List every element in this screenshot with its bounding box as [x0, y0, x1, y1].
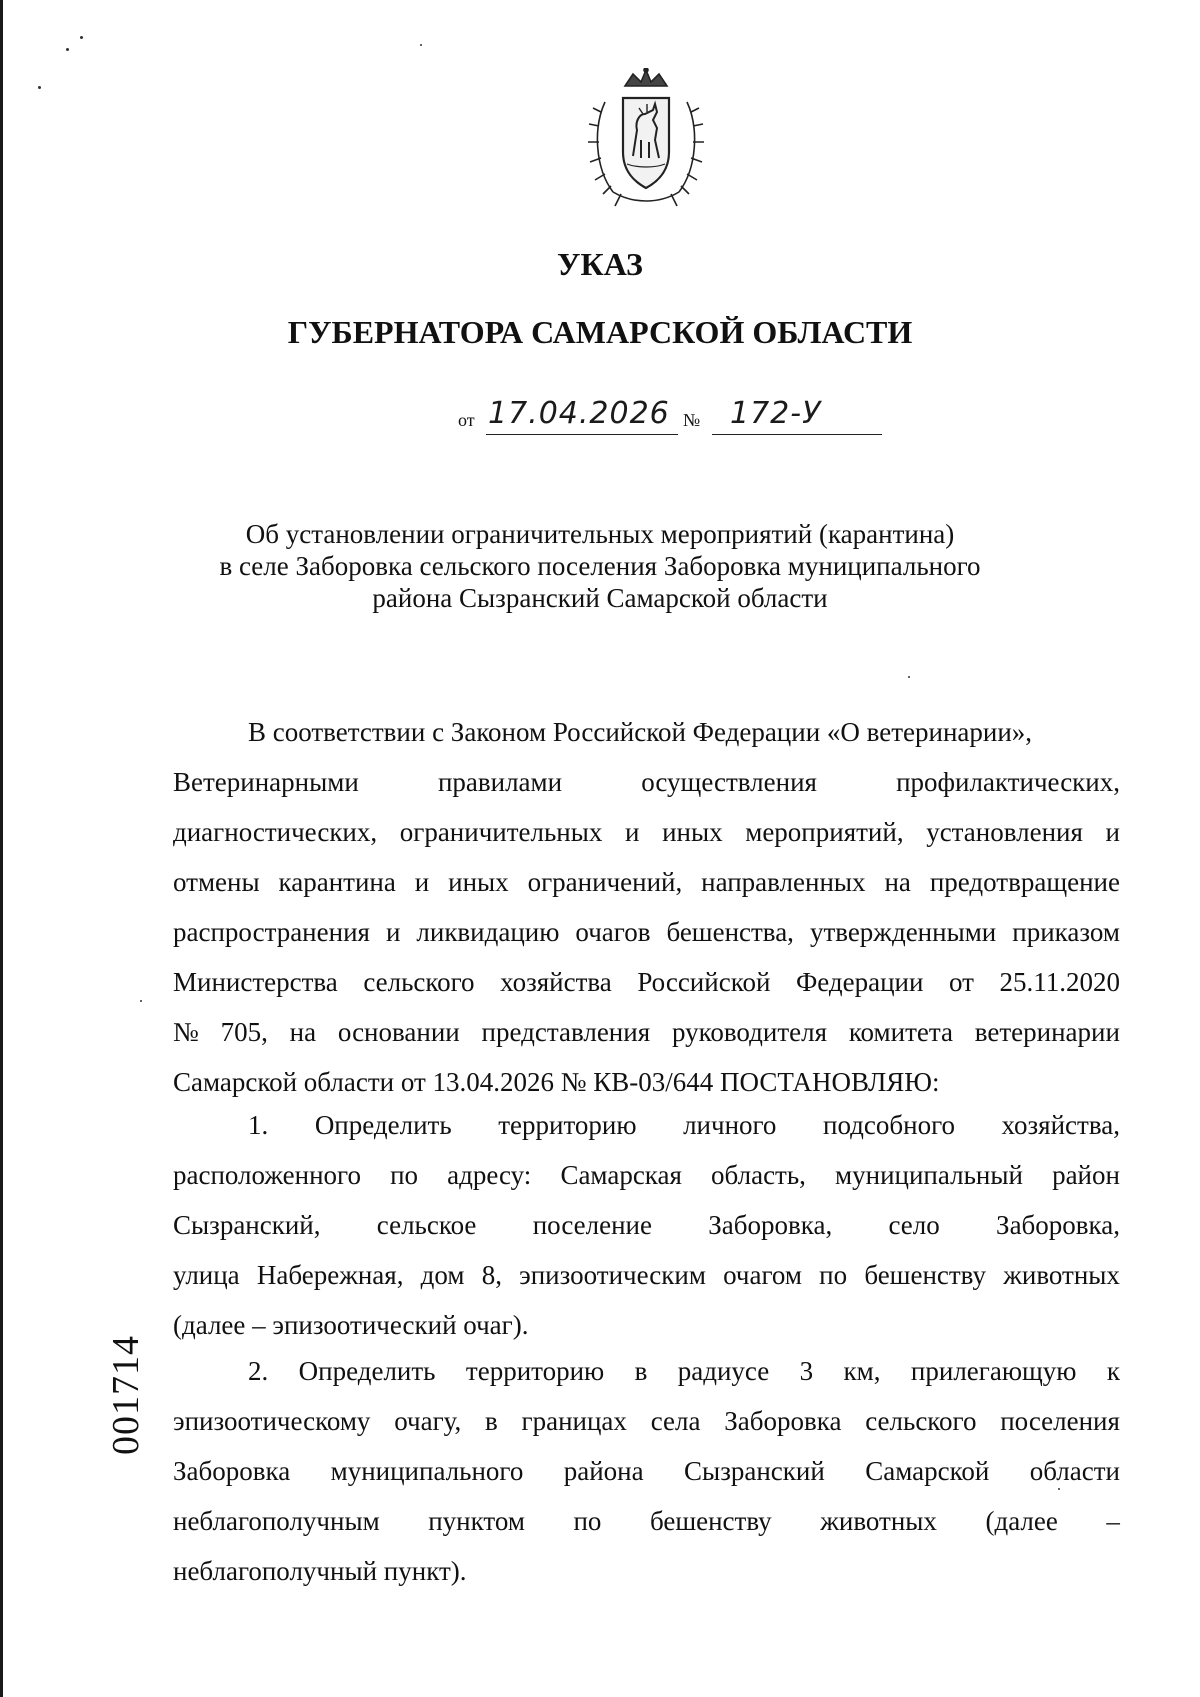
- scan-speck: [140, 1000, 142, 1002]
- word: основании: [337, 1017, 460, 1047]
- word: очагом: [723, 1260, 802, 1290]
- paragraph-line: [173, 1259, 1120, 1309]
- word: по: [390, 1160, 419, 1190]
- paragraph-line: [173, 1016, 1120, 1066]
- scan-speck: [80, 36, 83, 39]
- word: эпизоотическим: [519, 1260, 706, 1290]
- word: мероприятий,: [745, 817, 904, 847]
- word: радиусе: [677, 1356, 770, 1386]
- word: на: [884, 867, 911, 897]
- side-serial-number: 001714: [105, 1335, 147, 1455]
- dateline: [458, 396, 878, 436]
- item-1-paragraph: [173, 1109, 1120, 1359]
- word: Заборовка,: [708, 1210, 833, 1240]
- word: диагностических,: [173, 817, 378, 847]
- word: области: [1029, 1456, 1120, 1486]
- word: Ветеринарными: [173, 767, 359, 797]
- word: личного: [683, 1110, 777, 1140]
- word: область,: [711, 1160, 806, 1190]
- paragraph-line: В соответствии с Законом Российской Федерации «О ветеринарии»,: [248, 717, 1033, 747]
- word: представления: [481, 1017, 651, 1047]
- word: утвержденными: [809, 917, 997, 947]
- handwritten-date: 17.04.2026: [488, 396, 670, 431]
- preamble-paragraph: [173, 716, 1120, 1116]
- word: границах: [521, 1406, 627, 1436]
- word: направленных: [701, 867, 866, 897]
- paragraph-line: [173, 1455, 1120, 1505]
- word: животных: [1003, 1260, 1120, 1290]
- word: распространения: [173, 917, 370, 947]
- number-label: №: [683, 410, 701, 430]
- word: по: [819, 1260, 848, 1290]
- word: руководителя: [671, 1017, 827, 1047]
- word: бешенству: [864, 1260, 987, 1290]
- word: ограничительных: [399, 817, 603, 847]
- word: и: [625, 817, 640, 847]
- scan-speck: [420, 44, 422, 46]
- word: иных: [448, 867, 509, 897]
- word: улица: [173, 1260, 240, 1290]
- word: км,: [843, 1356, 881, 1386]
- word: Заборовка,: [996, 1210, 1120, 1240]
- handwritten-number: 172-У: [730, 396, 822, 431]
- paragraph-line: [173, 1209, 1120, 1259]
- word: отмены: [173, 867, 260, 897]
- word: осуществления: [641, 767, 817, 797]
- paragraph-line: [173, 1405, 1120, 1455]
- paragraph-line: (далее – эпизоотический очаг).: [173, 1310, 529, 1340]
- word: предотвращение: [929, 867, 1120, 897]
- word: от: [949, 967, 974, 997]
- word: по: [573, 1506, 602, 1536]
- paragraph-line: [173, 766, 1120, 816]
- document-subject: [180, 518, 1020, 614]
- word: (далее: [985, 1506, 1058, 1536]
- word: территорию: [465, 1356, 605, 1386]
- word: правилами: [437, 767, 563, 797]
- word: Заборовка: [724, 1406, 842, 1436]
- word: 1.: [248, 1110, 269, 1140]
- word: 705,: [220, 1017, 268, 1047]
- word: бешенства,: [666, 917, 794, 947]
- word: в: [634, 1356, 648, 1386]
- word: прилегающую: [910, 1356, 1077, 1386]
- word: к: [1106, 1356, 1120, 1386]
- word: территорию: [498, 1110, 637, 1140]
- word: района: [563, 1456, 644, 1486]
- paragraph-line: [173, 816, 1120, 866]
- word: сельского: [865, 1406, 977, 1436]
- date-underline: [486, 434, 678, 435]
- word: животных: [820, 1506, 937, 1536]
- word: муниципального: [330, 1456, 524, 1486]
- scan-speck: [66, 48, 69, 51]
- word: 2.: [248, 1356, 269, 1386]
- word: поселения: [1000, 1406, 1120, 1436]
- paragraph-line: [173, 1505, 1120, 1555]
- word: карантина: [278, 867, 396, 897]
- word: Заборовка: [173, 1456, 291, 1486]
- word: Сызранский,: [173, 1210, 321, 1240]
- word: ликвидацию: [416, 917, 560, 947]
- document-type-title: УКАЗ: [557, 246, 643, 282]
- item-2-paragraph: [173, 1355, 1120, 1605]
- word: 25.11.2020: [999, 967, 1120, 997]
- paragraph-line: [173, 1159, 1120, 1209]
- word: подсобного: [823, 1110, 955, 1140]
- word: очагу,: [394, 1406, 462, 1436]
- word: хозяйства,: [1001, 1110, 1120, 1140]
- word: Федерации: [795, 967, 924, 997]
- word: муниципальный: [835, 1160, 1023, 1190]
- word: в: [485, 1406, 498, 1436]
- scan-speck: [38, 86, 41, 89]
- paragraph-line: [173, 916, 1120, 966]
- word: ветеринарии: [974, 1017, 1120, 1047]
- coat-of-arms-emblem: [583, 68, 709, 212]
- word: пунктом: [428, 1506, 525, 1536]
- word: и: [414, 867, 430, 897]
- word: села: [650, 1406, 701, 1436]
- word: Самарская: [560, 1160, 682, 1190]
- word: иных: [662, 817, 723, 847]
- word: адресу:: [447, 1160, 532, 1190]
- word: Самарской: [865, 1456, 990, 1486]
- word: дом: [420, 1260, 465, 1290]
- paragraph-line: [173, 866, 1120, 916]
- paragraph-line: Самарской области от 13.04.2026 № КВ-03/644 ПОСТАНОВЛЯЮ:: [173, 1067, 940, 1097]
- paragraph-line: неблагополучный пункт).: [173, 1556, 467, 1586]
- word: хозяйства: [500, 967, 612, 997]
- word: Определить: [314, 1110, 452, 1140]
- word: неблагополучным: [173, 1506, 380, 1536]
- word: 3: [799, 1356, 814, 1386]
- word: очагов: [575, 917, 651, 947]
- word: бешенству: [649, 1506, 772, 1536]
- scan-speck: [908, 676, 910, 678]
- word: Определить: [298, 1356, 436, 1386]
- word: установления: [926, 817, 1083, 847]
- word: эпизоотическому: [173, 1406, 371, 1436]
- word: район: [1052, 1160, 1120, 1190]
- word: поселение: [532, 1210, 652, 1240]
- word: ограничений,: [527, 867, 683, 897]
- issuer-title: ГУБЕРНАТОРА САМАРСКОЙ ОБЛАСТИ: [287, 314, 913, 350]
- subject-line: района Сызранский Самарской области: [372, 583, 828, 613]
- word: –: [1106, 1506, 1120, 1536]
- word: комитета: [848, 1017, 953, 1047]
- number-underline: [712, 434, 882, 435]
- word: село: [888, 1210, 940, 1240]
- word: Министерства: [173, 967, 338, 997]
- word: Российской: [637, 967, 771, 997]
- word: профилактических,: [896, 767, 1120, 797]
- word: и: [1105, 817, 1120, 847]
- word: на: [289, 1017, 317, 1047]
- subject-line: в селе Заборовка сельского поселения Заборовка муниципального: [219, 551, 981, 581]
- word: сельского: [363, 967, 475, 997]
- word: Сызранский: [684, 1456, 825, 1486]
- word: расположенного: [173, 1160, 361, 1190]
- word: 8,: [481, 1260, 502, 1290]
- paragraph-line: [173, 1355, 1120, 1405]
- date-label: от: [458, 410, 475, 430]
- word: сельское: [376, 1210, 477, 1240]
- word: Набережная,: [256, 1260, 404, 1290]
- paragraph-line: [173, 1109, 1120, 1159]
- subject-line: Об установлении ограничительных мероприятий (карантина): [245, 519, 955, 549]
- word: и: [385, 917, 401, 947]
- paragraph-line: [173, 966, 1120, 1016]
- word: приказом: [1012, 917, 1120, 947]
- word: №: [173, 1017, 199, 1047]
